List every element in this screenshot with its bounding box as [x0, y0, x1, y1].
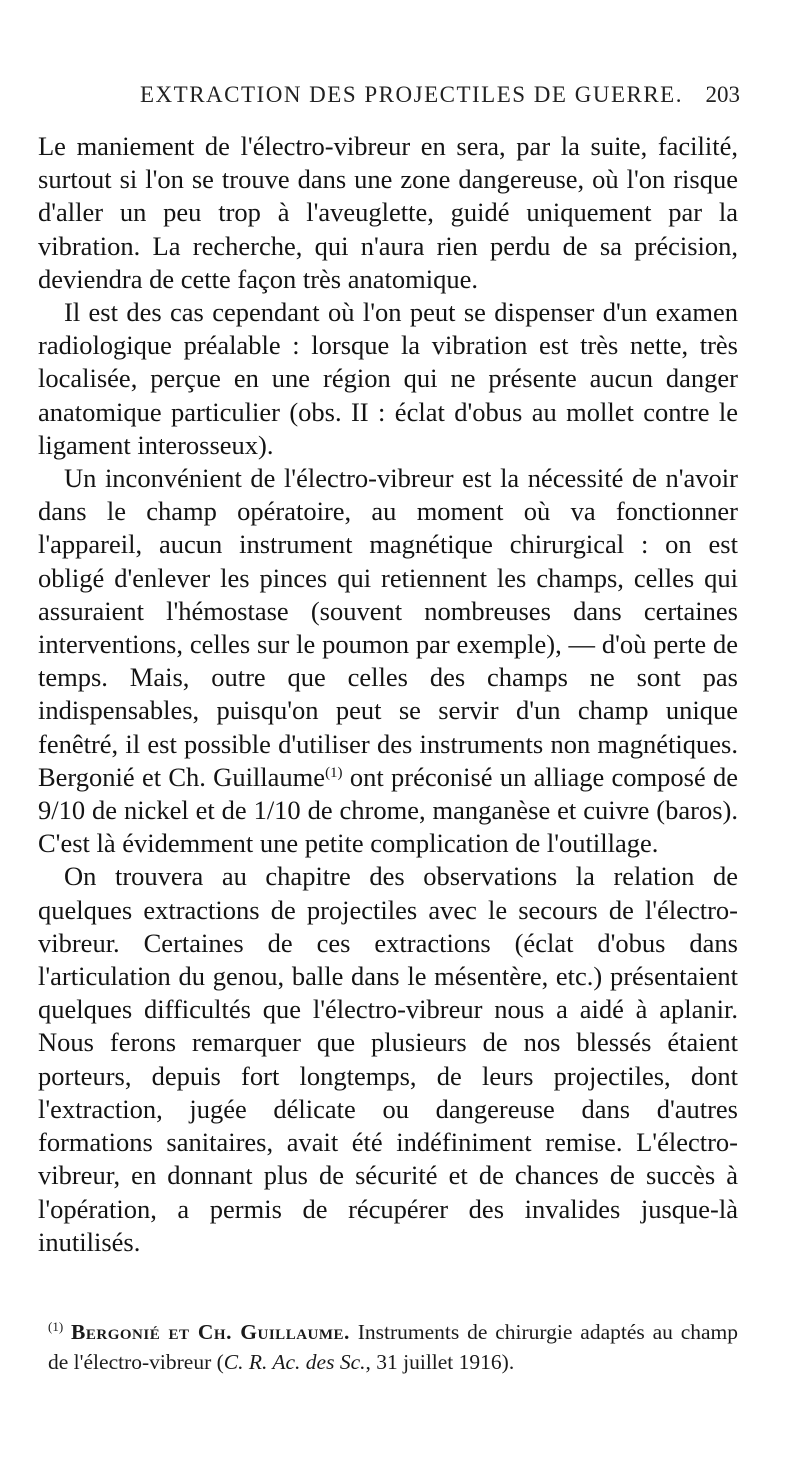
- page-number: 203: [705, 82, 740, 107]
- paragraph-1: Le maniement de l'électro-vibreur en sera, par la suite, facilité, surtout si l'on se trouve dans une zone dangereuse, où l'on risque d'aller un peu trop à l'aveuglette, guidé uniquement par la vibration. La recherche, qui n'aura rien perdu de sa précision, deviendra de cette façon très anatomique.: [38, 131, 738, 294]
- paragraph-3: [38, 462, 738, 860]
- footnote-journal: C. R. Ac. des Sc.: [223, 1350, 366, 1374]
- footnote-text-b: , 31 juillet 1916).: [365, 1350, 515, 1374]
- page-header: [40, 82, 740, 118]
- paragraph-3-text-a: Un inconvénient de l'électro-vibreur est la nécessité de n'avoir dans le champ opératoire, au moment où va fonctionner l'appareil, aucun instrument magnétique chirurgical : on est obligé d'enlever les pinces qui retiennent les champs, celles qui assuraient l'hémostase (souvent nombreuses dans certaines interventions, celles sur le poumon par exemple), — d'où perte de temps. Mais, outre que celles des champs ne sont pas indispensables, puisqu'on peut se servir d'un champ unique fenêtré, il est possible d'utiliser des instruments non magnétiques. Bergonié et Ch. Guillaume: [38, 463, 738, 792]
- paragraph-2: Il est des cas cependant où l'on peut se dispenser d'un examen radiologique préalable : lorsque la vibration est très nette, très localisée, perçue en une région qui ne présente aucun danger anatomique particulier (obs. II : éclat d'obus au mollet contre le ligament interosseux).: [38, 297, 738, 460]
- footnote-authors: Bergonié et Ch. Guillaume.: [71, 1320, 350, 1344]
- footnote-reference[interactable]: (1): [325, 764, 343, 781]
- running-title: EXTRACTION DES PROJECTILES DE GUERRE.: [140, 82, 683, 107]
- footnote-marker: (1): [48, 1319, 64, 1334]
- paragraph-3-text-b: ont préconisé un alliage composé de 9/10 de nickel et de 1/10 de chrome, manganèse et cuivre (baros). C'est là évidemment une petite complication de l'outillage.: [38, 761, 739, 859]
- body-text: [38, 130, 738, 1259]
- footnote: [48, 1312, 738, 1377]
- paragraph-4: On trouvera au chapitre des observations la relation de quelques extractions de projectiles avec le secours de l'électro-vibreur. Certaines de ces extractions (éclat d'obus dans l'articulation du genou, balle dans le mésentère, etc.) présentaient quelques difficultés que l'électro-vibreur nous a aidé à aplanir. Nous ferons remarquer que plusieurs de nos blessés étaient porteurs, depuis fort longtemps, de leurs projectiles, dont l'extraction, jugée délicate ou dangereuse dans d'autres formations sanitaires, avait été indéfiniment remise. L'électro-vibreur, en donnant plus de sécurité et de chances de succès à l'opération, a permis de récupérer des invalides jusque-là inutilisés.: [38, 861, 738, 1257]
- footnote-text-a: Instruments de chirurgie adaptés au champ de l'électro-vibreur (: [48, 1320, 739, 1374]
